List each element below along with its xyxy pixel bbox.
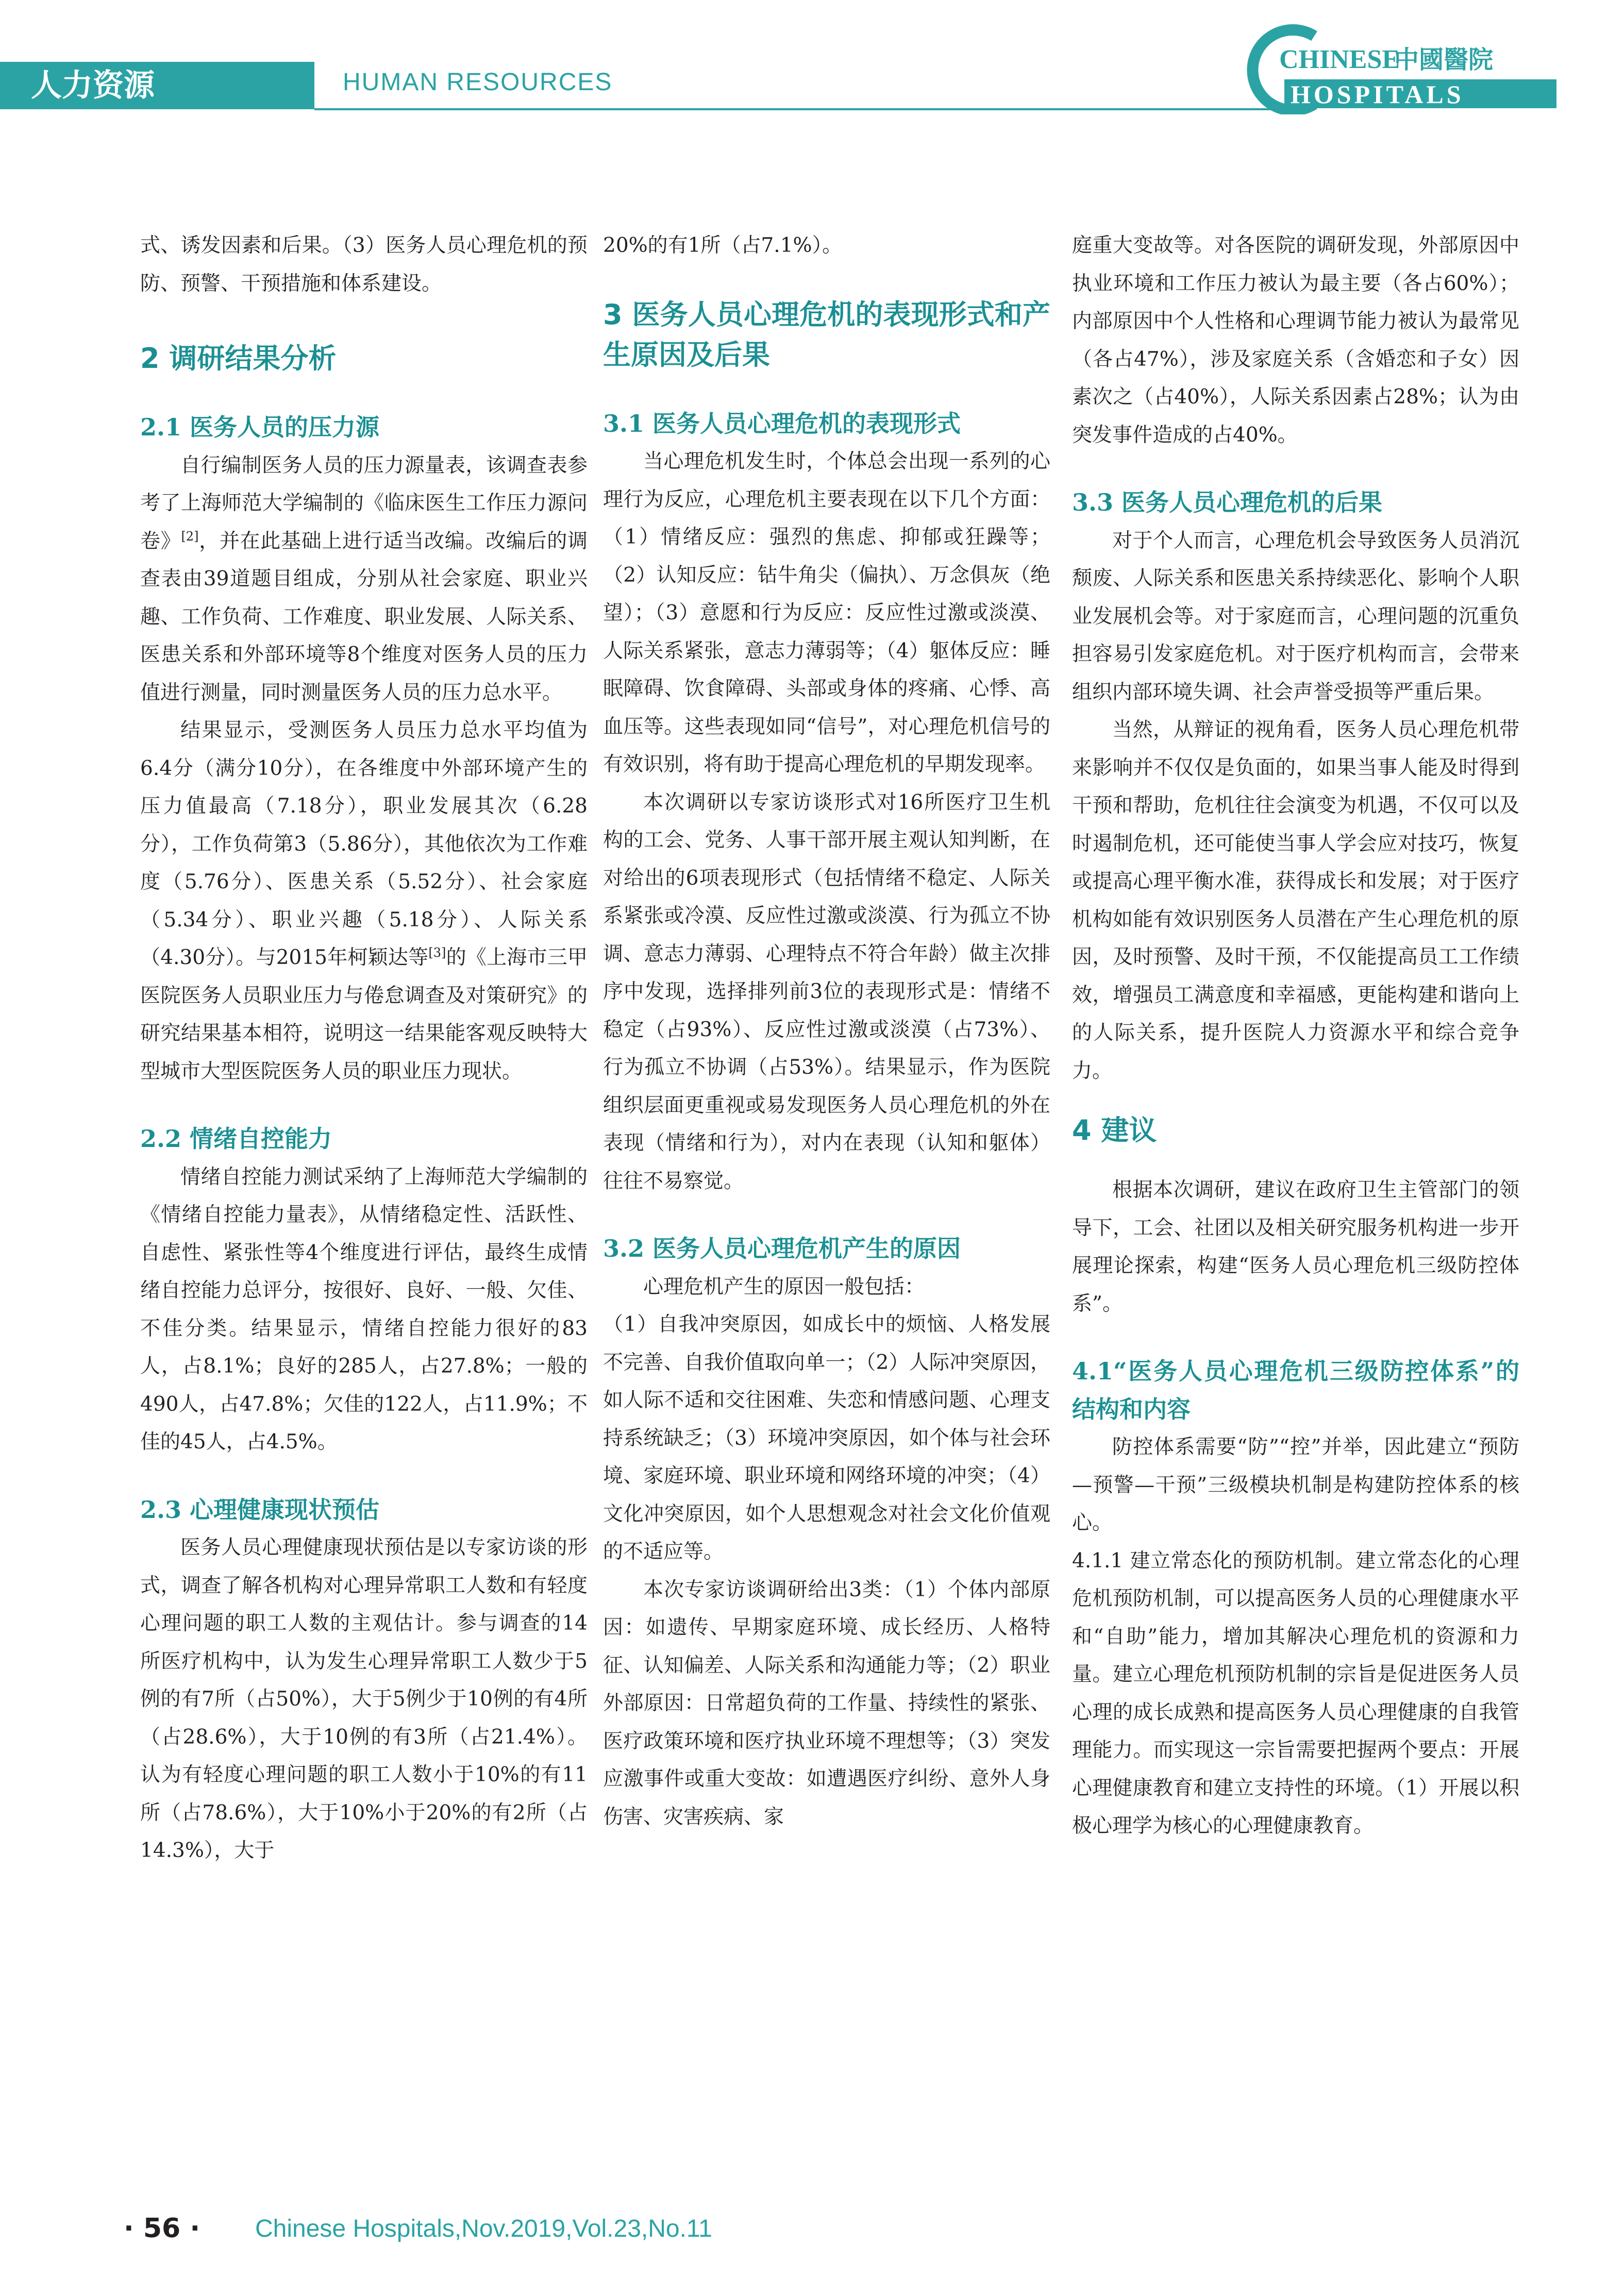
- paragraph: 4.1.1 建立常态化的预防机制。建立常态化的心理危机预防机制，可以提高医务人员的心理健康水平和“自助”能力，增加其解决心理危机的资源和力量。建立心理危机预防机制的宗旨是促进医务人员心理的成长成熟和提高医务人员心理健康的自我管理能力。而实现这一宗旨需要把握两个要点：开展心理健康教育和建立支持性的环境。（1）开展以积极心理学为核心的心理健康教育。: [1072, 1549, 1519, 1837]
- paragraph: 20%的有1所（占7.1%）。: [603, 234, 843, 257]
- column-3: [1072, 227, 1519, 1845]
- logo-brand-cn: 中國醫院: [1394, 45, 1494, 74]
- subsection-heading: 2.2 情绪自控能力: [140, 1125, 332, 1153]
- paragraph: 医务人员心理健康现状预估是以专家访谈的形式，调查了解各机构对心理异常职工人数和有轻度心理问题的职工人数的主观估计。参与调查的14所医疗机构中，认为发生心理异常职工人数少于5例的有7所（占50%），大于5例少于10例的有4所（占28.6%），大于10例的有3所（占21.4%）。认为有轻度心理问题的职工人数小于10%的有11所（占78.6%），大于10%小于20%的有2所（占14.3%），大于: [140, 1536, 588, 1862]
- subsection-heading: 2.1 医务人员的压力源: [140, 413, 380, 441]
- paragraph: 防控体系需要“防”“控”并举，因此建立“预防—预警—干预”三级模块机制是构建防控体系的核心。: [1072, 1436, 1519, 1534]
- section-heading: 3 医务人员心理危机的表现形式和产生原因及后果: [603, 298, 1050, 371]
- logo-brand-top: CHINESE: [1279, 45, 1400, 74]
- page-number: · 56 ·: [124, 2213, 200, 2244]
- section-heading: 2 调研结果分析: [140, 342, 337, 375]
- journal-citation: Chinese Hospitals,Nov.2019,Vol.23,No.11: [255, 2215, 712, 2242]
- paragraph: 情绪自控能力测试采纳了上海师范大学编制的《情绪自控能力量表》，从情绪稳定性、活跃性、自虑性、紧张性等4个维度进行评估，最终生成情绪自控能力总评分，按很好、良好、一般、欠佳、不佳分类。结果显示，情绪自控能力很好的83人，占8.1%；良好的285人，占27.8%；一般的490人，占47.8%；欠佳的122人，占11.9%；不佳的45人，占4.5%。: [140, 1165, 588, 1454]
- section-title-en: HUMAN RESOURCES: [343, 69, 613, 96]
- paragraph: 当心理危机发生时，个体总会出现一系列的心理行为反应，心理危机主要表现在以下几个方面：（1）情绪反应：强烈的焦虑、抑郁或狂躁等；（2）认知反应：钻牛角尖（偏执）、万念俱灰（绝望）；（3）意愿和行为反应：反应性过激或淡漠、人际关系紧张，意志力薄弱等；（4）躯体反应：睡眠障碍、饮食障碍、头部或身体的疼痛、心悸、高血压等。这些表现如同“信号”，对心理危机信号的有效识别，将有助于提高心理危机的早期发现率。: [603, 450, 1050, 776]
- paragraph: 本次调研以专家访谈形式对16所医疗卫生机构的工会、党务、人事干部开展主观认知判断，在对给出的6项表现形式（包括情绪不稳定、人际关系紧张或冷漠、反应性过激或淡漠、行为孤立不协调、意志力薄弱、心理特点不符合年龄）做主次排序中发现，选择排列前3位的表现形式是：情绪不稳定（占93%）、反应性过激或淡漠（占73%）、行为孤立不协调（占53%）。结果显示，作为医院组织层面更重视或易发现医务人员心理危机的外在表现（情绪和行为），对内在表现（认知和躯体）往往不易察觉。: [603, 790, 1050, 1193]
- citation: [3]: [428, 946, 446, 960]
- paragraph: 结果显示，受测医务人员压力总水平均值为6.4分（满分10分），在各维度中外部环境产生的压力值最高（7.18分），职业发展其次（6.28分），工作负荷第3（5.86分），其他依次为工作难度（5.76分）、医患关系（5.52分）、社会家庭（5.34分）、职业兴趣（5.18分）、人际关系（4.30分）。与2015年柯颖达等[3]的《上海市三甲医院医务人员职业压力与倦怠调查及对策研究》的研究结果基本相符，说明这一结果能客观反映特大型城市大型医院医务人员的职业压力现状。: [140, 719, 588, 1083]
- subsection-heading: 3.3 医务人员心理危机的后果: [1072, 488, 1383, 516]
- paragraph: 根据本次调研，建议在政府卫生主管部门的领导下，工会、社团以及相关研究服务机构进一步开展理论探索，构建“医务人员心理危机三级防控体系”。: [1072, 1178, 1519, 1315]
- subsection-heading: 2.3 心理健康现状预估: [140, 1495, 380, 1524]
- paragraph: 庭重大变故等。对各医院的调研发现，外部原因中执业环境和工作压力被认为最主要（各占60%）；内部原因中个人性格和心理调节能力被认为最常见（各占47%），涉及家庭关系（含婚恋和子女）因素次之（占40%），人际关系因素占28%；认为由突发事件造成的占40%。: [1072, 234, 1519, 447]
- header-rule: [314, 108, 1283, 110]
- citation: [2]: [181, 529, 199, 544]
- paragraph: 对于个人而言，心理危机会导致医务人员消沉颓废、人际关系和医患关系持续恶化、影响个人职业发展机会等。对于家庭而言，心理问题的沉重负担容易引发家庭危机。对于医疗机构而言，会带来组织内部环境失调、社会声誉受损等严重后果。: [1072, 529, 1519, 704]
- section-heading: 4 建议: [1072, 1114, 1157, 1146]
- subsection-heading: 3.2 医务人员心理危机产生的原因: [603, 1235, 961, 1262]
- column-1: [140, 227, 588, 1870]
- paragraph: 当然，从辩证的视角看，医务人员心理危机带来影响并不仅仅是负面的，如果当事人能及时得到干预和帮助，危机往往会演变为机遇，不仅可以及时遏制危机，还可能使当事人学会应对技巧，恢复或提高心理平衡水准，获得成长和发展；对于医疗机构如能有效识别医务人员潜在产生心理危机的原因，及时预警、及时干预，不仅能提高员工工作绩效，增强员工满意度和幸福感，更能构建和谐向上的人际关系，提升医院人力资源水平和综合竞争力。: [1072, 718, 1519, 1083]
- subsection-heading: 3.1 医务人员心理危机的表现形式: [603, 409, 961, 437]
- paragraph: 心理危机产生的原因一般包括：: [643, 1275, 925, 1298]
- paragraph: 自行编制医务人员的压力源量表，该调查表参考了上海师范大学编制的《临床医生工作压力源问卷》[2]，并在此基础上进行适当改编。改编后的调查表由39道题目组成，分别从社会家庭、职业兴趣、工作负荷、工作难度、职业发展、人际关系、医患关系和外部环境等8个维度对医务人员的压力值进行测量，同时测量医务人员的压力总水平。: [140, 453, 588, 704]
- logo-brand-bottom: HOSPITALS: [1291, 80, 1464, 109]
- paragraph: 式、诱发因素和后果。（3）医务人员心理危机的预防、预警、干预措施和体系建设。: [140, 234, 588, 295]
- paragraph: 本次专家访谈调研给出3类：（1）个体内部原因：如遗传、早期家庭环境、成长经历、人格特征、认知偏差、人际关系和沟通能力等；（2）职业外部原因：日常超负荷的工作量、持续性的紧张、医疗政策环境和医疗执业环境不理想等；（3）突发应激事件或重大变故：如遭遇医疗纠纷、意外人身伤害、灾害疾病、家: [603, 1578, 1050, 1829]
- journal-logo: [1237, 22, 1567, 114]
- column-2: [603, 227, 1050, 1836]
- section-tab: 人力资源: [0, 62, 314, 109]
- subsection-heading: 4.1“医务人员心理危机三级防控体系”的结构和内容: [1072, 1357, 1519, 1423]
- paragraph: （1）自我冲突原因，如成长中的烦恼、人格发展不完善、自我价值取向单一；（2）人际冲突原因，如人际不适和交往困难、失恋和情感问题、心理支持系统缺乏；（3）环境冲突原因，如个体与社会环境、家庭环境、职业环境和网络环境的冲突；（4）文化冲突原因，如个人思想观念对社会文化价值观的不适应等。: [603, 1313, 1050, 1563]
